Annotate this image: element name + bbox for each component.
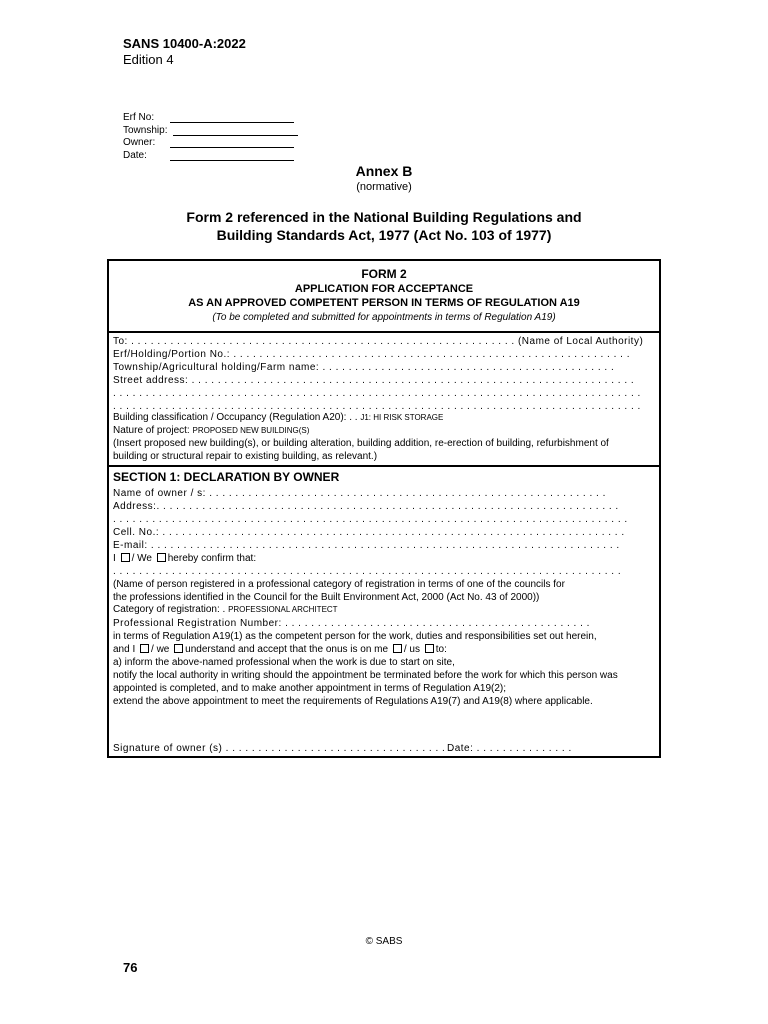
annex-subtitle: (normative)	[356, 181, 412, 193]
standard-number: SANS 10400-A:2022	[123, 36, 246, 51]
nature-field[interactable]	[113, 425, 309, 437]
me-checkbox[interactable]	[393, 644, 402, 653]
confirm-name-field[interactable]: . . . . . . . . . . . . . . . . . . . . . . . . . . . . . . . . . . . . . . . . . . . . . . . . . . . . . . . . . . . . . . . . . . . . . . . . . . . . . .	[113, 566, 622, 577]
registration-number-field[interactable]: Professional Registration Number: . . . . . . . . . . . . . . . . . . . . . . . . . . . . . . . . . . . . . . . . . . . . . . .	[113, 618, 590, 629]
category-value: PROFESSIONAL ARCHITECT	[228, 605, 338, 614]
email-field[interactable]: E-mail: . . . . . . . . . . . . . . . . . . . . . . . . . . . . . . . . . . . . . . . . . . . . . . . . . . . . . . . . . . . . . . . . . . . . . . . .	[113, 540, 620, 551]
signature-field[interactable]: Signature of owner (s) . . . . . . . . . . . . . . . . . . . . . . . . . . . . . . . . . . .	[113, 743, 452, 754]
classification-field[interactable]	[113, 412, 443, 424]
classification-label: Building classification / Occupancy (Regulation A20): . .	[113, 412, 358, 423]
and-we-checkbox[interactable]	[174, 644, 183, 653]
section-1-heading: SECTION 1: DECLARATION BY OWNER	[113, 470, 340, 484]
street-address-field[interactable]: Street address: . . . . . . . . . . . . . . . . . . . . . . . . . . . . . . . . . . . . . . . . . . . . . . . . . . . . . . . . . . . . . . . . . . . .	[113, 375, 635, 386]
nature-label: Nature of project:	[113, 425, 190, 436]
and-rest: understand and accept that the onus is on me	[185, 644, 389, 655]
street-address-line-3[interactable]: . . . . . . . . . . . . . . . . . . . . . . . . . . . . . . . . . . . . . . . . . . . . . . . . . . . . . . . . . . . . . . . . . . . . . . . . . . . . . . . . .	[113, 401, 641, 412]
owner-label: Owner:	[123, 137, 156, 148]
owner-field[interactable]	[123, 137, 155, 149]
divider	[109, 331, 659, 333]
confirm-rest: hereby confirm that:	[167, 553, 257, 564]
date-label: Date:	[123, 150, 147, 161]
us-checkbox[interactable]	[425, 644, 434, 653]
confirm-we: / We	[131, 553, 152, 564]
owner-address-line-2[interactable]: . . . . . . . . . . . . . . . . . . . . . . . . . . . . . . . . . . . . . . . . . . . . . . . . . . . . . . . . . . . . . . . . . . . . . . . . . . . . . . .	[113, 514, 628, 525]
township-line	[173, 135, 298, 136]
township-farm-field[interactable]: Township/Agricultural holding/Farm name: . . . . . . . . . . . . . . . . . . . . . . . . . . . . . . . . . . . . . . . . . . . . .	[113, 362, 615, 373]
township-field[interactable]	[123, 125, 167, 137]
erf-field[interactable]	[123, 112, 154, 124]
date-line	[170, 160, 294, 161]
and-we: / we	[151, 644, 170, 655]
i-checkbox[interactable]	[121, 553, 130, 562]
form-box	[107, 259, 661, 758]
copyright: © SABS	[365, 936, 403, 947]
confirm-line	[113, 553, 256, 565]
classification-value: J1: HI RISK STORAGE	[360, 413, 444, 422]
onus-line	[113, 644, 447, 656]
township-label: Township:	[123, 125, 168, 136]
owner-line	[170, 147, 294, 148]
page-number: 76	[123, 960, 138, 975]
inform-text: a) inform the above-named professional when the work is due to start on site,	[113, 657, 455, 668]
we-checkbox[interactable]	[157, 553, 166, 562]
erf-holding-field[interactable]: Erf/Holding/Portion No.: . . . . . . . . . . . . . . . . . . . . . . . . . . . . . . . . . . . . . . . . . . . . . . . . . . . . . . . . . . . . .	[113, 349, 631, 360]
notify-text-2: appointed is completed, and to make another appointment in terms of Regulation A19(2);	[113, 683, 507, 694]
divider	[109, 465, 659, 467]
and-i-checkbox[interactable]	[140, 644, 149, 653]
erf-label: Erf No:	[123, 112, 155, 123]
owner-address-field[interactable]: Address:. . . . . . . . . . . . . . . . . . . . . . . . . . . . . . . . . . . . . . . . . . . . . . . . . . . . . . . . . . . . . . . . . . . . . . .	[113, 501, 619, 512]
form-heading-line-1: Form 2 referenced in the National Building Regulations and	[186, 209, 582, 225]
signature-date-field[interactable]: Date: . . . . . . . . . . . . . . .	[447, 743, 572, 754]
insert-note-1: (Insert proposed new building(s), or building alteration, building addition, re-erection of building, refurbishment of	[113, 438, 609, 449]
category-field[interactable]	[113, 604, 338, 616]
street-address-line-2[interactable]: . . . . . . . . . . . . . . . . . . . . . . . . . . . . . . . . . . . . . . . . . . . . . . . . . . . . . . . . . . . . . . . . . . . . . . . . . . . . . . . . .	[113, 388, 641, 399]
erf-line	[170, 122, 294, 123]
nature-value: PROPOSED NEW BUILDING(S)	[192, 426, 310, 435]
registered-note-2: the professions identified in the Council for the Built Environment Act, 2000 (Act No. 43 of 2000))	[113, 592, 540, 603]
form-note: (To be completed and submitted for appointments in terms of Regulation A19)	[212, 312, 556, 323]
registered-note-1: (Name of person registered in a professional category of registration in terms of one of the councils for	[113, 579, 565, 590]
form-heading-line-2: Building Standards Act, 1977 (Act No. 103 of 1977)	[216, 227, 552, 243]
extend-text: extend the above appointment to meet the requirements of Regulations A19(7) and A19(8) where applicable.	[113, 696, 593, 707]
owner-name-field[interactable]: Name of owner / s: . . . . . . . . . . . . . . . . . . . . . . . . . . . . . . . . . . . . . . . . . . . . . . . . . . . . . . . . . . . . .	[113, 488, 606, 499]
edition: Edition 4	[123, 52, 174, 67]
terms-text: in terms of Regulation A19(1) as the competent person for the work, duties and responsibilities set out herein,	[113, 631, 597, 642]
date-field[interactable]	[123, 150, 147, 162]
notify-text-1: notify the local authority in writing should the appointment be terminated before the work for which this person was	[113, 670, 618, 681]
to-field[interactable]: To: . . . . . . . . . . . . . . . . . . . . . . . . . . . . . . . . . . . . . . . . . . . . . . . . . . . . . . . . . . . (Name of Local Authority)	[113, 336, 644, 347]
form-heading	[0, 208, 768, 244]
and-i: and I	[113, 644, 136, 655]
form-line-1: APPLICATION FOR ACCEPTANCE	[294, 283, 474, 295]
and-us: / us	[403, 644, 420, 655]
confirm-i: I	[113, 553, 116, 564]
form-name: FORM 2	[361, 267, 407, 281]
cell-field[interactable]: Cell. No.: . . . . . . . . . . . . . . . . . . . . . . . . . . . . . . . . . . . . . . . . . . . . . . . . . . . . . . . . . . . . . . . . . . . . . . .	[113, 527, 625, 538]
and-to: to:	[435, 644, 447, 655]
form-line-2: AS AN APPROVED COMPETENT PERSON IN TERMS OF REGULATION A19	[188, 297, 580, 309]
category-label: Category of registration: .	[113, 604, 226, 615]
annex-title: Annex B	[355, 163, 413, 179]
insert-note-2: building or structural repair to existing building, as relevant.)	[113, 451, 378, 462]
